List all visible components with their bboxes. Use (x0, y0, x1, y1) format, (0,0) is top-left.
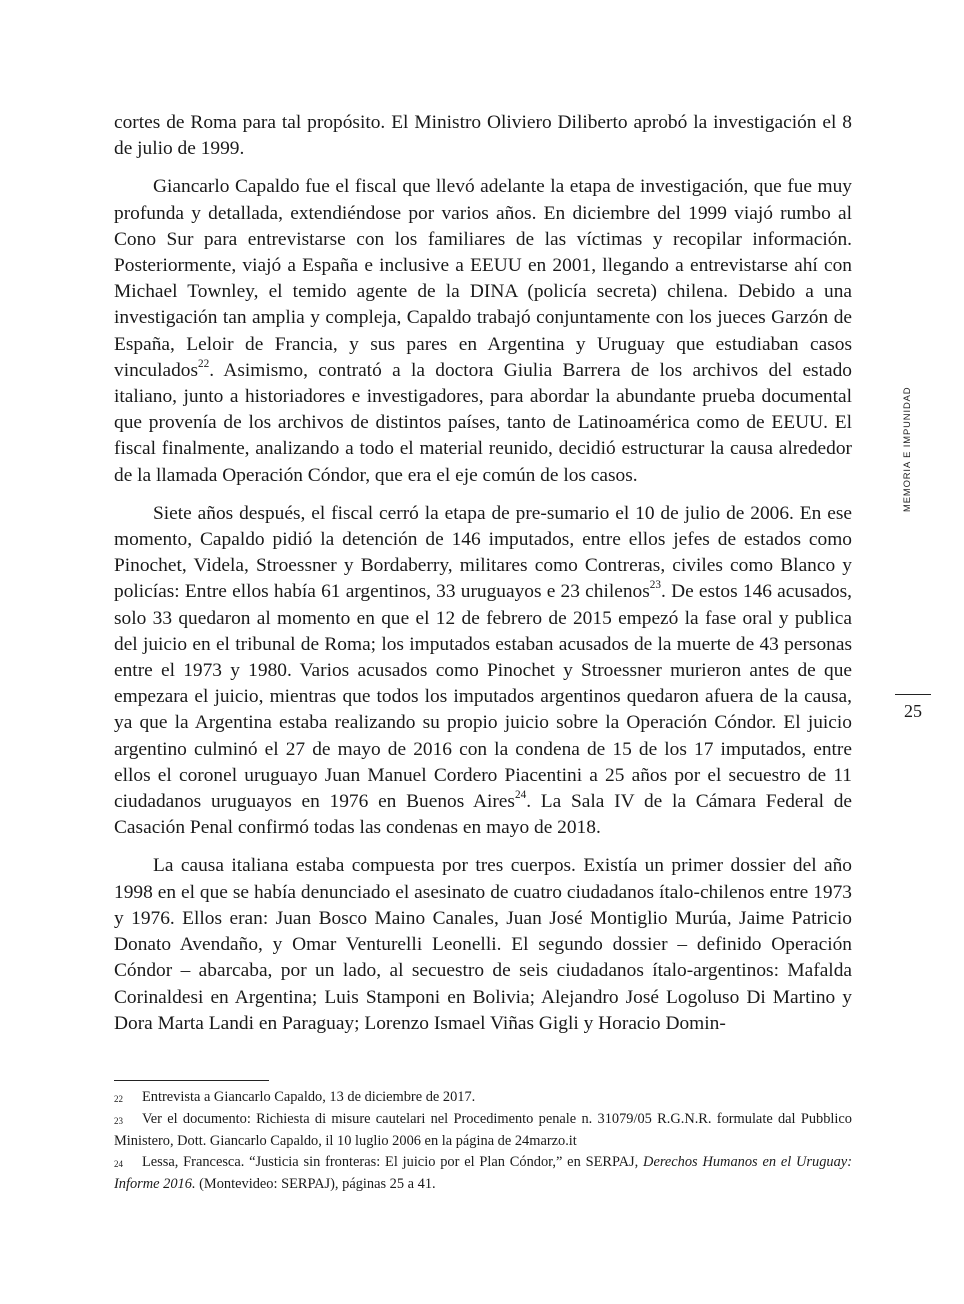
page-number-rule (895, 694, 931, 695)
page-number: 25 (904, 701, 922, 721)
footnote-23 (114, 1109, 852, 1153)
footnote-24 (114, 1152, 852, 1196)
footnote-text: Ver el documento: Richiesta di misure cautelari nel Procedimento penale n. 31079/05 R.G.N.R. formulate dal Pubblico Ministero, Dott. Giancarlo Capaldo, il 10 luglio 2006 en la página de 24marzo.it (114, 1110, 852, 1149)
footnote-ref-22[interactable]: 22 (198, 357, 210, 370)
footnote-ref-23[interactable]: 23 (649, 579, 662, 592)
footnote-22 (114, 1087, 852, 1109)
paragraph-4: La causa italiana estaba compuesta por tres cuerpos. Existía un primer dossier del año 1998 en el que se había denunciado el asesinato de cuatro ciudadanos ítalo-chilenos entre 1973 y 1976. Ellos eran: Juan Bosco Maino Canales, Juan José Montiglio Murúa, Jaime Patricio Donato Avendaño, y Omar Venturelli Leonelli. El segundo dossier – definido Operación Cóndor – abarcaba, por un lado, al secuestro de seis ciudadanos ítalo-argentinos: Mafalda Corinaldesi en Argentina; Luis Stamponi en Bolivia; Alejandro José Logoluso Di Martino y Dora Marta Landi en Paraguay; Lorenzo Ismael Viñas Gigli y Horacio Domin- (114, 855, 852, 1034)
running-header-vertical: MEMORIA E IMPUNIDAD (901, 386, 912, 512)
paragraph-3: Siete años después, el fiscal cerró la etapa de pre-sumario el 10 de julio de 2006. En ese momento, Capaldo pidió la detención de 146 imputados, entre ellos jefes de estados como Pinochet, Videla, Stroessner y Bordaberry, militares como Contreras, civiles como Blanco y policías: Entre ellos había 61 argentinos, 33 uruguayos e 23 chilenos$^{23}$. De estos 146 acusados, solo 33 quedaron al momento en que el 12 de febrero de 2015 empezó la fase oral y publica del juicio en el tribunal de Roma; los imputados estaban acusados de la muerte de 43 personas entre el 1973 y 1980. Varios acusados como Pinochet y Stroessner murieron antes de que empezara el juicio, mientras que todos los imputados argentinos quedaron afuera de la causa, ya que la Argentina estaba realizando su propio juicio sobre la Operación Cóndor. El juicio argentino culminó el 27 de mayo de 2016 con la condena de 15 de los 17 imputados, entre ellos el coronel uruguayo Juan Manuel Cordero Piacentini a 25 años por el secuestro de 11 ciudadanos uruguayos en 1976 en Buenos Aires$^{24}$. La Sala IV de la Cámara Federal de Casación Penal confirmó todas las condenas en mayo de 2018. (114, 502, 853, 839)
footnote-number: 24 (114, 1159, 123, 1170)
footnotes (114, 1087, 852, 1196)
footnote-number: 23 (114, 1115, 123, 1126)
footnote-separator (114, 1080, 269, 1081)
footnote-number: 22 (114, 1094, 123, 1104)
paragraph-2: Giancarlo Capaldo fue el fiscal que llevó adelante la etapa de investigación, que fue muy profunda y detallada, extendiéndose por varios años. En diciembre del 1999 viajó rumbo al Cono Sur para entrevistarse con los familiares de las víctimas y recopilar información. Posteriormente, viajó a España e inclusive a EEUU en 2001, llegando a entrevistarse ahí con Michael Townley, el temido agente de la DINA (policía secreta) chilena. Debido a una investigación tan amplia y compleja, Capaldo trabajó conjuntamente con los jueces Garzón de España, Leloir de Francia, y sus pares en Argentina y Uruguay que estudiaban casos vinculados$^{22}$. Asimismo, contrató a la doctora Giulia Barrera de los archivos del estado italiano, junto a historiadores e investigadores, para abordar la abundante prueba documental que provenía de los archivos de distintos países, tanto de Latinoamérica como de EEUU. El fiscal finalmente, analizando a todo el material reunido, decidió estructurar la causa alrededor de la llamada Operación Cóndor, que era el eje común de los casos. (114, 176, 852, 486)
footnote-text: Lessa, Francesca. “Justicia sin fronteras: El juicio por el Plan Cóndor,” en SERPAJ, (142, 1154, 644, 1171)
footnote-text: Entrevista a Giancarlo Capaldo, 13 de diciembre de 2017. (142, 1089, 476, 1105)
footnote-title-italic: Derechos Humanos en el Uruguay: Informe 2016. (114, 1154, 852, 1193)
paragraph-1: cortes de Roma para tal propósito. El Ministro Oliviero Diliberto aprobó la investigación el 8 de julio de 1999. (114, 112, 852, 160)
footnote-ref-24[interactable]: 24 (514, 788, 527, 801)
footnote-text-end: (Montevideo: SERPAJ), páginas 25 a 41. (195, 1176, 436, 1193)
body-text (114, 110, 852, 1049)
